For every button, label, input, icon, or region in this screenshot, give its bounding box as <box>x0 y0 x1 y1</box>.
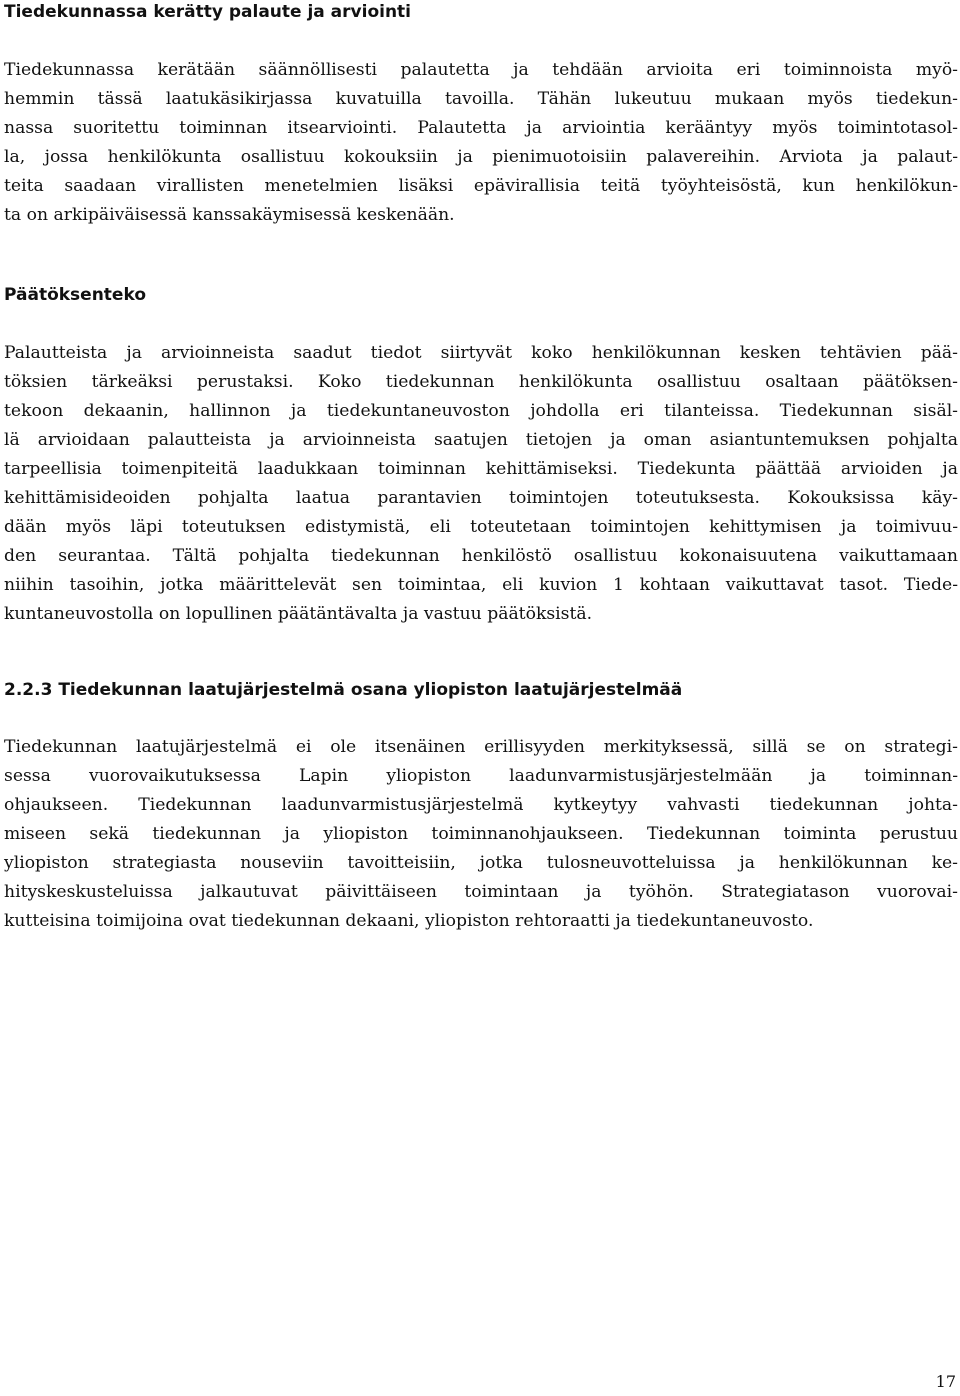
text-line: kuntaneuvostolla on lopullinen päätäntävalta ja vastuu päätöksistä. <box>4 604 593 624</box>
section-heading-quality-system: 2.2.3 Tiedekunnan laatujärjestelmä osana yliopiston laatujärjestelmää <box>4 680 683 700</box>
text-line: niihin tasoihin, jotka määrittelevät sen toimintaa, eli kuvion 1 kohtaan vaikuttavat tasot. Tiede- <box>4 575 958 595</box>
text-line: ta on arkipäiväisessä kanssakäymisessä keskenään. <box>4 205 455 225</box>
text-line: nassa suoritettu toiminnan itsearviointi. Palautetta ja arviointia kerääntyy myös toimintotasol- <box>4 118 958 138</box>
text-line: töksien tärkeäksi perustaksi. Koko tiedekunnan henkilökunta osallistuu osaltaan päätöksen- <box>4 372 958 392</box>
text-line: dään myös läpi toteutuksen edistymistä, eli toteutetaan toimintojen kehittymisen ja toimivuu- <box>4 517 958 537</box>
section-heading-feedback: Tiedekunnassa kerätty palaute ja arviointi <box>4 2 412 22</box>
text-line: den seurantaa. Tältä pohjalta tiedekunnan henkilöstö osallistuu kokonaisuutena vaikuttamaan <box>4 546 958 566</box>
text-line: ohjaukseen. Tiedekunnan laadunvarmistusjärjestelmä kytkeytyy vahvasti tiedekunnan johta- <box>4 795 958 815</box>
text-line: sessa vuorovaikutuksessa Lapin yliopiston laadunvarmistusjärjestelmään ja toiminnan- <box>4 766 958 786</box>
paragraph-feedback <box>4 56 958 230</box>
text-line: tekoon dekaanin, hallinnon ja tiedekuntaneuvoston johdolla eri tilanteissa. Tiedekunnan sisäl- <box>4 401 958 421</box>
text-line: lä arvioidaan palautteista ja arvioinneista saatujen tietojen ja oman asiantuntemuksen pohjalta <box>4 430 958 450</box>
text-line: Tiedekunnassa kerätään säännöllisesti palautetta ja tehdään arvioita eri toiminnoista myö- <box>4 60 958 80</box>
text-line: Tiedekunnan laatujärjestelmä ei ole itsenäinen erillisyyden merkityksessä, sillä se on strategi- <box>4 737 958 757</box>
text-line: kehittämisideoiden pohjalta laatua parantavien toimintojen toteutuksesta. Kokouksissa käy- <box>4 488 958 508</box>
text-line: tarpeellisia toimenpiteitä laadukkaan toiminnan kehittämiseksi. Tiedekunta päättää arvioiden ja <box>4 459 958 479</box>
text-line: kutteisina toimijoina ovat tiedekunnan dekaani, yliopiston rehtoraatti ja tiedekuntaneuvosto. <box>4 911 814 931</box>
section-heading-decision-making: Päätöksenteko <box>4 285 146 305</box>
paragraph-decision-making <box>4 339 958 629</box>
text-line: yliopiston strategiasta nouseviin tavoitteisiin, jotka tulosneuvotteluissa ja henkilökunnan ke- <box>4 853 958 873</box>
text-line: hityskeskusteluissa jalkautuvat päivittäiseen toimintaan ja työhön. Strategiatason vuorovai- <box>4 882 958 902</box>
text-line: hemmin tässä laatukäsikirjassa kuvatuilla tavoilla. Tähän lukeutuu mukaan myös tiedekun- <box>4 89 958 109</box>
text-line: teita saadaan virallisten menetelmien lisäksi epävirallisia teitä työyhteisöstä, kun henkilökun- <box>4 176 958 196</box>
page-number: 17 <box>935 1372 956 1391</box>
text-line: la, jossa henkilökunta osallistuu kokouksiin ja pienimuotoisiin palavereihin. Arviota ja palaut- <box>4 147 958 167</box>
text-line: miseen sekä tiedekunnan ja yliopiston toiminnanohjaukseen. Tiedekunnan toiminta perustuu <box>4 824 958 844</box>
text-line: Palautteista ja arvioinneista saadut tiedot siirtyvät koko henkilökunnan kesken tehtävien pää- <box>4 343 958 363</box>
paragraph-quality-system <box>4 733 958 936</box>
